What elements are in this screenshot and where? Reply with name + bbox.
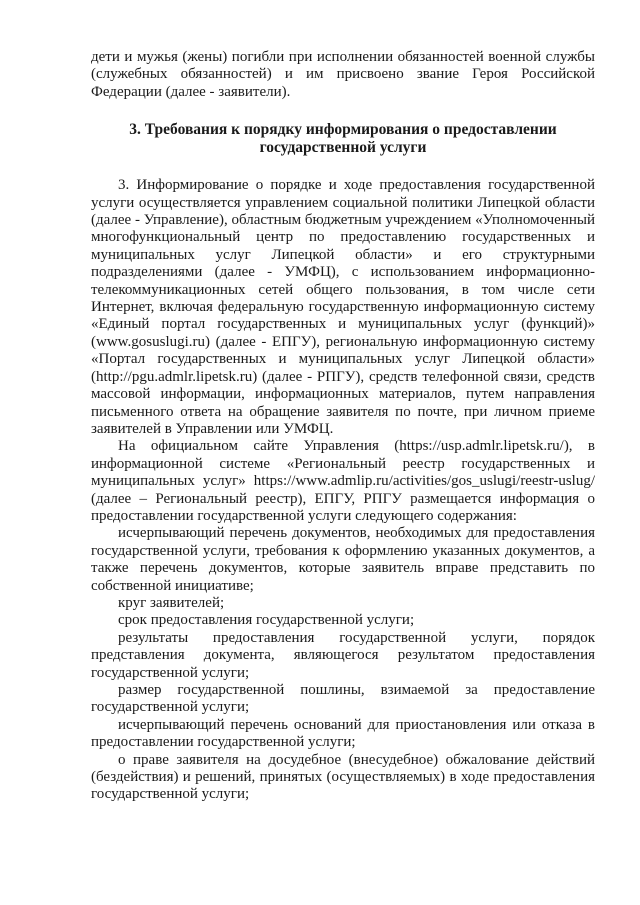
- list-item: исчерпывающий перечень документов, необходимых для предоставления государственной услуги, требования к оформлению указанных документов, а также перечень документов, которые заявитель вправе представить по собственной инициативе;: [91, 525, 595, 594]
- list-item: исчерпывающий перечень оснований для приостановления или отказа в предоставлении государственной услуги;: [91, 716, 595, 751]
- section-heading: [91, 121, 595, 157]
- section-heading-line1: 3. Требования к порядку информирования о предоставлении: [129, 121, 557, 139]
- list-item: результаты предоставления государственной услуги, порядок представления документа, являющегося результатом предоставления государственной услуги;: [91, 629, 595, 681]
- paragraph-official-site: На официальном сайте Управления (https://usp.admlr.lipetsk.ru/), в информационной системе «Региональный реестр государственных и муниципальных услуг» https://www.admlip.ru/activities/gos_uslugi/reestr-uslug/ (далее – Региональный реестр), ЕПГУ, РПГУ размещается информация о предоставлении государственной услуги следующего содержания:: [91, 438, 595, 524]
- list-item: срок предоставления государственной услуги;: [118, 612, 415, 629]
- intro-paragraph: дети и мужья (жены) погибли при исполнении обязанностей военной службы (служебных обязанностей) и им присвоено звание Героя Российской Федерации (далее - заявители).: [91, 49, 595, 100]
- list-item: размер государственной пошлины, взимаемой за предоставление государственной услуги;: [91, 682, 595, 716]
- list-item: о праве заявителя на досудебное (внесудебное) обжалование действий (бездействия) и решений, принятых (осуществляемых) в ходе предоставления государственной услуги;: [91, 751, 595, 803]
- list-item: круг заявителей;: [118, 594, 225, 611]
- section-heading-line2: государственной услуги: [259, 139, 427, 157]
- paragraph-informing: 3. Информирование о порядке и ходе предоставления государственной услуги осуществляется управлением социальной политики Липецкой области (далее - Управление), областным бюджетным учреждением «Уполномоченный многофункциональный центр по предоставлению государственных и муниципальных услуг Липецкой области» и его структурными подразделениями (далее - УМФЦ), с использованием информационно-телекоммуникационных сетей общего пользования, в том числе сети Интернет, включая федеральную государственную информационную систему «Единый портал государственных и муниципальных услуг (функций)» (www.gosuslugi.ru) (далее - ЕПГУ), региональную информационную систему «Портал государственных и муниципальных услуг Липецкой области» (http://pgu.admlr.lipetsk.ru) (далее - РПГУ), средств телефонной связи, средств массовой информации, информационных материалов, путем направления письменного ответа на обращение заявителя по почте, при личном приеме заявителей в Управлении или УМФЦ.: [91, 177, 595, 437]
